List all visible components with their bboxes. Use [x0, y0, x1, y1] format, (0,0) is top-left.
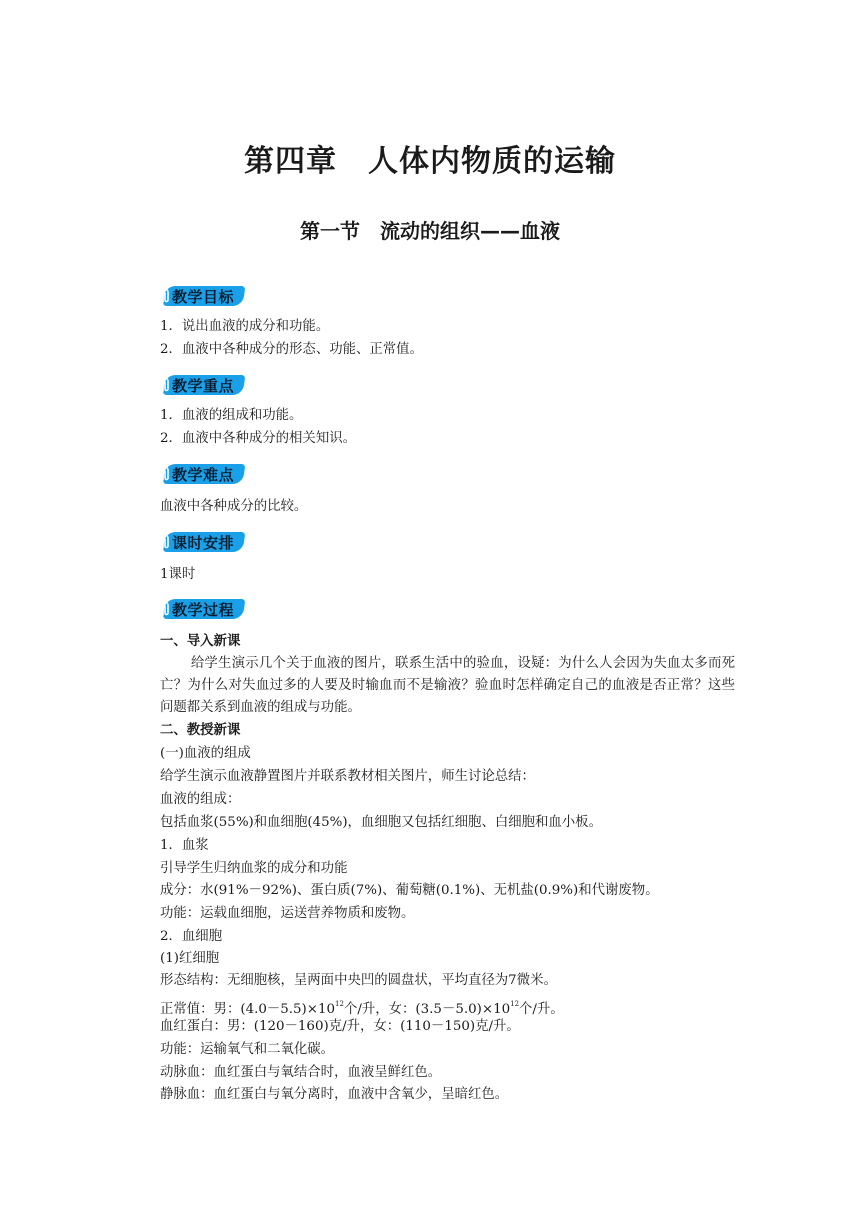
heading-new-lesson: 二、教授新课: [160, 723, 241, 738]
body-line: 形态结构：无细胞核，呈两面中央凹的圆盘状，平均直径为7微米。: [160, 973, 557, 988]
section-title: 第一节 流动的组织——血液: [300, 219, 560, 243]
badge-label: 教学过程: [172, 600, 235, 619]
badge-schedule: [160, 530, 234, 554]
badge-label: 课时安排: [172, 533, 235, 552]
key-point-item-1: 1．血液的组成和功能。: [160, 408, 303, 423]
badge-label: 教学重点: [172, 376, 235, 395]
paperclip-icon: [160, 533, 170, 551]
heading-introduction: 一、导入新课: [160, 634, 241, 649]
key-point-item-2: 2．血液中各种成分的相关知识。: [160, 431, 356, 446]
body-line: 1．血浆: [160, 838, 209, 853]
body-line: 血红蛋白：男：(120－160)克/升，女：(110－150)克/升。: [160, 1019, 520, 1034]
normal-value-middle: 个/升，女：(3.5－5.0)×10: [343, 1002, 511, 1017]
badge-label: 教学难点: [172, 465, 235, 484]
body-line: 2．血细胞: [160, 929, 223, 944]
body-line: 成分：水(91%－92%)、蛋白质(7%)、葡萄糖(0.1%)、无机盐(0.9%)和代谢废物。: [160, 883, 659, 898]
paperclip-icon: [160, 376, 170, 394]
body-line: 动脉血：血红蛋白与氧结合时，血液呈鲜红色。: [160, 1065, 442, 1080]
body-line: (一)血液的组成: [160, 746, 251, 761]
body-line: 功能：运载血细胞，运送营养物质和废物。: [160, 906, 415, 921]
exponent: 12: [335, 1000, 344, 1008]
difficulty-text: 血液中各种成分的比较。: [160, 499, 308, 514]
badge-key-points: [160, 373, 234, 397]
badge-teaching-goals: [160, 284, 234, 308]
normal-value-prefix: 正常值：男：(4.0－5.5)×10: [160, 1002, 336, 1017]
chapter-title: 第四章 人体内物质的运输: [244, 144, 616, 179]
body-line: 引导学生归纳血浆的成分和功能: [160, 861, 348, 876]
badge-difficulties: [160, 462, 234, 486]
goal-item-1: 1．说出血液的成分和功能。: [160, 319, 330, 334]
body-line: 静脉血：血红蛋白与氧分离时，血液中含氧少，呈暗红色。: [160, 1087, 509, 1102]
intro-paragraph: 给学生演示几个关于血液的图片，联系生活中的验血，设疑：为什么人会因为失血太多而死亡？为什么对失血过多的人要及时输血而不是输液？验血时怎样确定自己的血液是否正常？这些问题都关系到血液的组成与功能。: [160, 656, 735, 715]
body-line: 血液的组成：: [160, 792, 241, 807]
body-line: (1)红细胞: [160, 951, 220, 966]
body-line: 给学生演示血液静置图片并联系教材相关图片，师生讨论总结：: [160, 769, 535, 784]
badge-label: 教学目标: [172, 287, 235, 306]
body-line: 功能：运输氧气和二氧化碳。: [160, 1042, 335, 1057]
paperclip-icon: [160, 465, 170, 483]
paperclip-icon: [160, 287, 170, 305]
paperclip-icon: [160, 600, 170, 618]
normal-value-suffix: 个/升。: [519, 1002, 564, 1017]
goal-item-2: 2．血液中各种成分的形态、功能、正常值。: [160, 342, 423, 357]
schedule-text: 1课时: [160, 567, 196, 582]
body-line: 包括血浆(55%)和血细胞(45%)，血细胞又包括红细胞、白细胞和血小板。: [160, 815, 602, 830]
badge-process: [160, 597, 234, 621]
exponent: 12: [510, 1000, 520, 1008]
